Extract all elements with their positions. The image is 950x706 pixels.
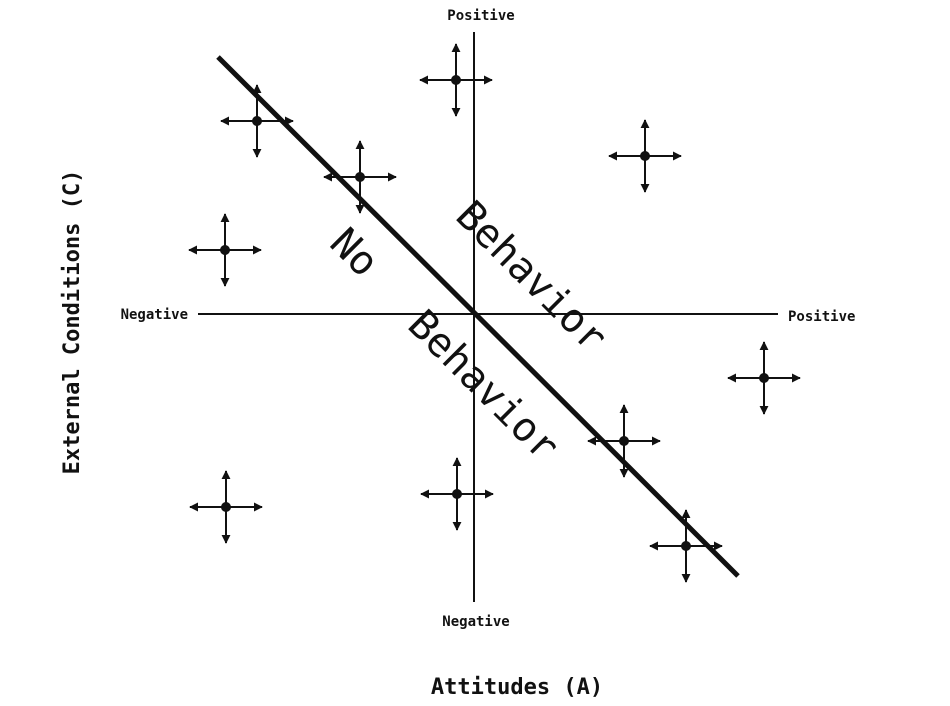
four-way-arrow-icon [189,214,261,286]
region-label-behavior: Behavior [446,192,616,362]
left-label: Negative [120,307,188,323]
four-way-arrow-icon [728,342,800,414]
region-label-no-behavior: Behavior [398,301,568,471]
four-way-arrow-icon [324,141,396,213]
four-way-arrow-icon [420,44,492,116]
four-way-arrow-icon [221,85,293,157]
four-way-arrow-icon [421,458,493,530]
bottom-label: Negative [442,614,510,630]
x-axis-title: Attitudes (A) [430,675,604,700]
y-axis-title: External Conditions (C) [60,169,85,475]
top-label: Positive [447,8,515,24]
four-way-arrow-icon [650,510,722,582]
four-way-arrow-icon [609,120,681,192]
four-way-arrow-icon [588,405,660,477]
threshold-line [218,57,738,576]
region-label-no: No [320,219,388,287]
four-way-arrow-icon [190,471,262,543]
right-label: Positive [788,309,856,325]
